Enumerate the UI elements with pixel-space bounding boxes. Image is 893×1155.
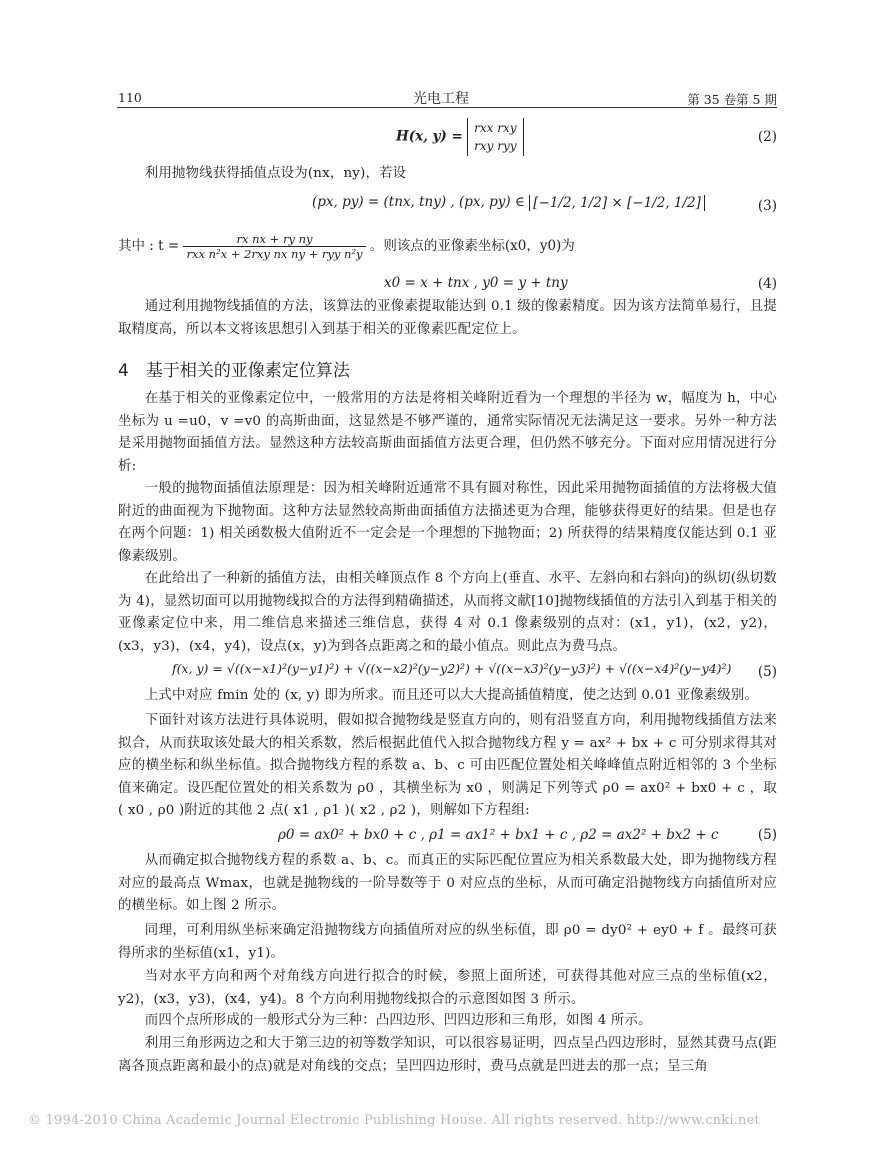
matrix-r-yy: ryy [497, 139, 517, 153]
paragraph-interp-point: 利用抛物线获得插值点设为(nx，ny)，若设 [144, 166, 407, 181]
t-definition-suffix: 。则该点的亚像素坐标(x0，y0)为 [369, 238, 575, 254]
matrix-r-xx: rxx [474, 121, 494, 135]
equation-4-number: (4) [757, 276, 777, 292]
t-definition [118, 232, 575, 261]
equation-5-fermat: f(x, y) = √((x−x1)²(y−y1)²) + √((x−x2)²(y−y2)²) + √((x−x3)²(y−y3)²) + √((x−x4)²(y−y4)²) [172, 661, 732, 676]
paragraph-parabola-precision: 通过利用抛物线插值的方法，该算法的亚像素提取能达到 0.1 级的像素精度。因为该方法简单易行，且提取精度高，所以本文将该思想引入到基于相关的亚像素匹配定位上。 [118, 299, 777, 337]
t-definition-prefix: 其中 : t = [118, 238, 180, 254]
journal-title: 光电工程 [413, 91, 469, 107]
t-denominator: rxx n²x + 2rxy nx ny + ryy n²y [186, 247, 363, 261]
paragraph-paraboloid-principle: 一般的抛物面插值法原理是：因为相关峰附近通常不具有圆对称性，因此采用抛物面插值的方法将极大值附近的曲面视为下抛物面。这种方法显然较高斯曲面插值方法描述更为合理，能够获得更好的结果。但是也存在两个问题：1) 相关函数极大值附近不一定会是一个理想的下抛物面；2) 所获得的结果精度仅能达到 0.1 亚像素级别。 [118, 481, 777, 564]
hessian-matrix [467, 118, 523, 156]
matrix-r-xy: rxy [497, 121, 517, 135]
paragraph-vertical-fit: 下面针对该方法进行具体说明，假如拟合抛物线是竖直方向的，则有沿竖直方向，利用抛物线插值方法来拟合，从而获取该处最大的相关系数，然后根据此值代入拟合抛物线方程 y = ax² + bx + c 可分别求得其对应的横坐标和纵坐标值。拟合抛物线方程的系数 a、b、c 可由匹配位置处相关峰峰值点附近相邻的 3 个坐标值来确定。设匹配位置处的相关系数为 ρ0 ，其横坐标为 x0 ，则满足下列等式 ρ0 = ax0² + bx0 + c ，取 ( x0 , ρ0 )附近的其他 2 点( x1 , ρ1 )( x2 , ρ2 )，则解如下方程组: [118, 713, 777, 818]
equation-3-number: (3) [757, 198, 777, 214]
paragraph-quadrilateral: 而四个点所形成的一般形式分为三种：凸四边形、凹四边形和三角形，如图 4 所示。 [144, 1013, 652, 1028]
t-numerator: rx nx + ry ny [183, 232, 365, 247]
matrix-r-yx: rxy [474, 139, 494, 153]
paragraph-fermat-point: 利用三角形两边之和大于第三边的初等数学知识，可以很容易证明，四点呈凸四边形时，显然其费马点(距离各顶点距离和最小的点)就是对角线的交点；呈凹四边形时，费马点就是凹进去的那一点；呈三角 [118, 1036, 777, 1074]
equation-2 [396, 118, 524, 156]
copyright-footer: © 1994-2010 China Academic Journal Electronic Publishing House. All rights reserved. http://www.cnki.net [28, 1113, 760, 1128]
t-fraction [183, 232, 365, 261]
paragraph-fmin: 上式中对应 fmin 处的 (x, y) 即为所求。而且还可以大大提高插值精度，使之达到 0.01 亚像素级别。 [144, 688, 759, 703]
issue-label: 第 35 卷第 5 期 [687, 92, 777, 107]
equation-3-body: (px, py) = (tnx, tny) , (px, py) ∈ [312, 194, 525, 210]
paragraph-coefficients: 从而确定拟合抛物线方程的系数 a、b、c。而真正的实际匹配位置应为相关系数最大处，即为抛物线方程对应的最高点 Wmax，也就是抛物线的一阶导数等于 0 对应点的坐标，从而可确定沿抛物线方向插值所对应的横坐标。如上图 2 所示。 [118, 853, 777, 913]
equation-2-number: (2) [757, 129, 777, 145]
equation-5b-number: (5) [757, 827, 777, 843]
section-heading-4: 4 基于相关的亚像素定位算法 [118, 361, 350, 381]
page-number: 110 [118, 90, 142, 105]
paragraph-new-method: 在此给出了一种新的插值方法，由相关峰顶点作 8 个方向上(垂直、水平、左斜向和右斜向)的纵切(纵切数为 4)，显然切面可以用抛物线拟合的方法得到精确描述，从而将文献[10]抛物线插值的方法引入到基于相关的亚像素定位中来，用二维信息来描述三维信息，获得 4 对 0.1 像素级别的点对：(x1，y1)，(x2，y2)，(x3，y3)，(x4，y4)，设点(x，y)为到各点距离之和的最小值点。则此点为费马点。 [118, 571, 777, 654]
paragraph-gaussian-surface: 在基于相关的亚像素定位中，一般常用的方法是将相关峰附近看为一个理想的半径为 w，幅度为 h，中心坐标为 u =u0，v =v0 的高斯曲面，这显然是不够严谨的，通常实际情况无法满足这一要求。另外一种方法是采用抛物面插值方法。显然这种方法较高斯曲面插值方法更合理，但仍然不够充分。下面对应用情况进行分析: [118, 391, 777, 474]
paragraph-diagonal-fit: 当对水平方向和两个对角线方向进行拟合的时候，参照上面所述，可获得其他对应三点的坐标值(x2，y2)，(x3，y3)，(x4，y4)。8 个方向利用抛物线拟合的示意图如图 3 所示。 [118, 969, 777, 1007]
equation-5-system: ρ0 = ax0² + bx0 + c , ρ1 = ax1² + bx1 + c , ρ2 = ax2² + bx2 + c [278, 827, 719, 843]
equation-4: x0 = x + tnx , y0 = y + tny [384, 275, 568, 291]
header-rule [117, 107, 777, 108]
equation-2-lhs: H(x, y) = [396, 128, 463, 145]
equation-3 [312, 194, 705, 211]
equation-5a-number: (5) [757, 664, 777, 680]
equation-3-interval: [−1/2, 1/2] × [−1/2, 1/2] [529, 195, 705, 211]
paragraph-ordinate: 同理，可利用纵坐标来确定沿抛物线方向插值所对应的纵坐标值，即 ρ0 = dy0² + ey0 + f 。最终可获得所求的坐标值(x1，y1)。 [118, 923, 777, 961]
